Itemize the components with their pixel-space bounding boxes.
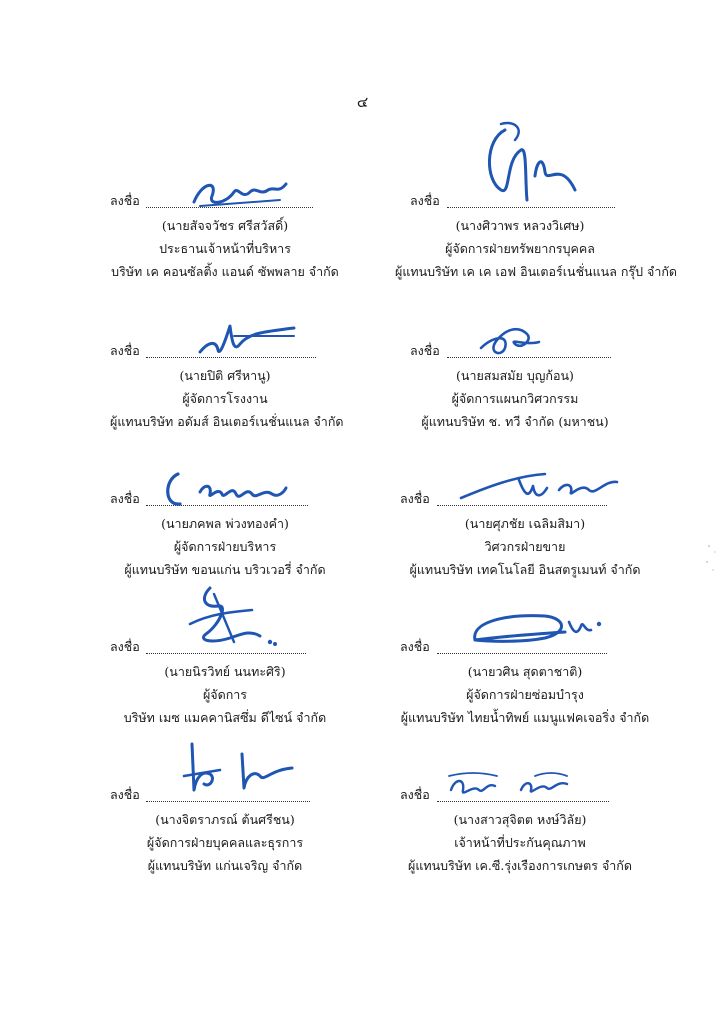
handwritten-signature	[170, 584, 280, 654]
signatory-name: (นายนิรวิทย์ นนทะศิริ)	[164, 664, 286, 679]
signature-line	[110, 488, 440, 512]
signatory-name: (นายสัจจวัชร ศรีสวัสดิ์)	[161, 218, 289, 233]
signatory-position: ผู้จัดการฝ่ายบุคคลและธุรการ	[146, 835, 304, 850]
signature-line	[395, 636, 725, 660]
signatory-company: ผู้แทนบริษัท เทคโนโลยี อินสตรูเมนท์ จำกัด	[409, 562, 641, 577]
sign-label: ลงชื่อ	[110, 787, 140, 802]
sign-label: ลงชื่อ	[110, 193, 140, 208]
signature-line	[395, 488, 725, 512]
handwritten-signature	[475, 322, 545, 362]
handwritten-signature	[445, 768, 575, 802]
signatory-name: (นายศุภชัย เฉลิมสิมา)	[464, 516, 586, 531]
signature-line	[110, 636, 440, 660]
handwritten-signature	[194, 322, 304, 362]
dotted-line	[146, 801, 310, 802]
signature-line	[395, 784, 725, 808]
signatory-company: ผู้แทนบริษัท แก่นเจริญ จำกัด	[147, 858, 303, 873]
dotted-line	[437, 653, 607, 654]
signature-line	[110, 340, 440, 364]
signature-block-9	[110, 784, 440, 877]
sign-label: ลงชื่อ	[110, 491, 140, 506]
signature-block-5	[110, 488, 440, 581]
signature-block-3	[110, 340, 440, 433]
page-number: ๔	[356, 93, 369, 111]
signatory-position: ผู้จัดการฝ่ายทรัพยากรบุคคล	[445, 241, 595, 256]
signatory-company: บริษัท เค คอนซัลติ้ง แอนด์ ซัพพลาย จำกัด	[111, 264, 339, 279]
signatory-name: (นายสมสมัย บุญก้อน)	[456, 368, 574, 383]
signature-block-8	[395, 636, 725, 729]
signatory-position: ผู้จัดการ	[202, 687, 248, 702]
signatory-company: ผู้แทนบริษัท เค.ซี.รุ่งเรืองการเกษตร จำกัด	[408, 858, 632, 873]
signatory-name: (นายปิติ ศรีหานู)	[179, 368, 271, 383]
signature-block-10	[395, 784, 725, 877]
signature-block-7	[110, 636, 440, 729]
signature-block-4	[395, 340, 725, 433]
signatory-name: (นางจิตราภรณ์ ต้นศรีชน)	[155, 812, 295, 827]
signatory-position: ผู้จัดการฝ่ายซ่อมบำรุง	[466, 687, 584, 702]
signature-line	[395, 340, 725, 364]
signatory-name: (นายภคพล พ่วงทองคำ)	[161, 516, 289, 531]
signatory-position: ผู้จัดการโรงงาน	[182, 391, 268, 406]
signatory-position: ผู้จัดการแผนกวิศวกรรม	[451, 391, 579, 406]
sign-label: ลงชื่อ	[410, 193, 440, 208]
sign-label: ลงชื่อ	[110, 639, 140, 654]
signature-line	[110, 784, 440, 808]
signature-block-6	[395, 488, 725, 581]
signatory-name: (นายวศิน สุดตาชาติ)	[467, 664, 583, 679]
signatory-company: บริษัท เมซ แมคคานิสซึ่ม ดีไซน์ จำกัด	[123, 710, 327, 725]
sign-label: ลงชื่อ	[110, 343, 140, 358]
signatory-name: (นางศิวาพร หลวงวิเศษ)	[455, 218, 585, 233]
signatory-company: ผู้แทนบริษัท อดัมส์ อินเตอร์เนชั่นแนล จำกัด	[110, 414, 344, 429]
signatory-company: ผู้แทนบริษัท ไทยน้ำทิพย์ แมนูแฟคเจอริ่ง จำกัด	[400, 710, 650, 725]
signature-line	[110, 190, 440, 214]
signatory-name: (นางสาวสุจิตต หงษ์วิลัย)	[453, 812, 587, 827]
handwritten-signature	[465, 120, 595, 210]
signatory-position: เจ้าหน้าที่ประกันคุณภาพ	[454, 835, 586, 850]
scan-artifact	[701, 540, 721, 580]
signature-block-1	[110, 190, 440, 283]
signatory-position: วิศวกรฝ่ายขาย	[484, 539, 566, 554]
sign-label: ลงชื่อ	[400, 491, 430, 506]
signatory-position: ประธานเจ้าหน้าที่บริหาร	[159, 241, 291, 256]
handwritten-signature	[180, 740, 300, 800]
signatory-company: ผู้แทนบริษัท ขอนแก่น บริวเวอรี่ จำกัด	[124, 562, 326, 577]
signatory-company: ผู้แทนบริษัท ช. ทวี จำกัด (มหาชน)	[421, 414, 609, 429]
sign-label: ลงชื่อ	[400, 787, 430, 802]
sign-label: ลงชื่อ	[410, 343, 440, 358]
handwritten-signature	[465, 602, 615, 652]
signature-line	[395, 190, 725, 214]
sign-label: ลงชื่อ	[400, 639, 430, 654]
signatory-company: ผู้แทนบริษัท เค เค เอฟ อินเตอร์เนชั่นแนล กรุ๊ป จำกัด	[395, 264, 678, 279]
handwritten-signature	[455, 468, 625, 508]
signature-block-2	[395, 190, 725, 283]
signatory-position: ผู้จัดการฝ่ายบริหาร	[173, 539, 277, 554]
handwritten-signature	[190, 174, 300, 214]
handwritten-signature	[160, 466, 290, 510]
